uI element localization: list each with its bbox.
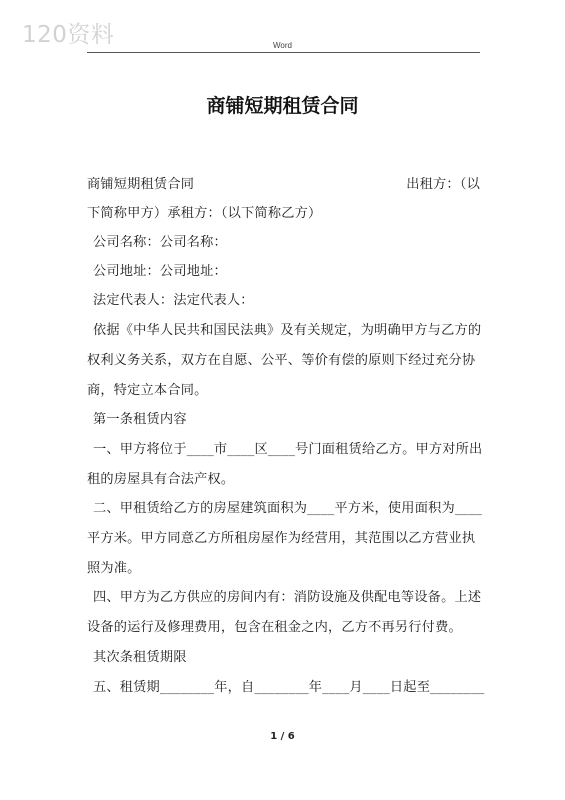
line-12: 租的房屋具有合法产权。 (87, 472, 235, 487)
header-label: Word (273, 41, 292, 50)
line-18: 其次条租赁期限 (93, 650, 187, 665)
line-13: 二、甲租赁给乙方的房屋建筑面积为____平方米，使用面积为____ (93, 501, 483, 516)
line-9: 商，特定立本合同。 (87, 383, 208, 398)
page-number: 1 / 6 (270, 731, 295, 742)
line-10: 第一条租赁内容 (93, 412, 187, 427)
line-15: 照为准。 (87, 561, 141, 576)
line-17: 设备的运行及修理费用，包含在租金之内，乙方不再另行付费。 (87, 620, 462, 635)
line-8: 权利义务关系，双方在自愿、公平、等价有偿的原则下经过充分协 (87, 353, 476, 368)
line-16: 四、甲方为乙方供应的房间内有：消防设施及供配电等设备。上述 (93, 590, 482, 605)
watermark-logo: 120资料 (22, 22, 115, 48)
line-7: 依据《中华人民共和国民法典》及有关规定，为明确甲方与乙方的 (93, 323, 482, 338)
header-divider (87, 52, 480, 53)
line-3: 下简称甲方）承租方：（以下简称乙方） (87, 206, 322, 221)
line-6: 法定代表人：法定代表人： (93, 293, 254, 308)
line-19: 五、租赁期________年，自________年____月____日起至________ (93, 680, 485, 695)
line-11: 一、甲方将位于____市____区____号门面租赁给乙方。甲方对所出 (93, 442, 483, 457)
document-title: 商铺短期租赁合同 (206, 95, 359, 117)
line-2: 出租方：（以 (406, 177, 480, 192)
line-1: 商铺短期租赁合同 (87, 177, 195, 192)
line-4: 公司名称：公司名称： (93, 235, 227, 250)
line-5: 公司地址：公司地址： (93, 264, 227, 279)
line-14: 平方米。甲方同意乙方所租房屋作为经营用，其范围以乙方营业执 (87, 531, 476, 546)
